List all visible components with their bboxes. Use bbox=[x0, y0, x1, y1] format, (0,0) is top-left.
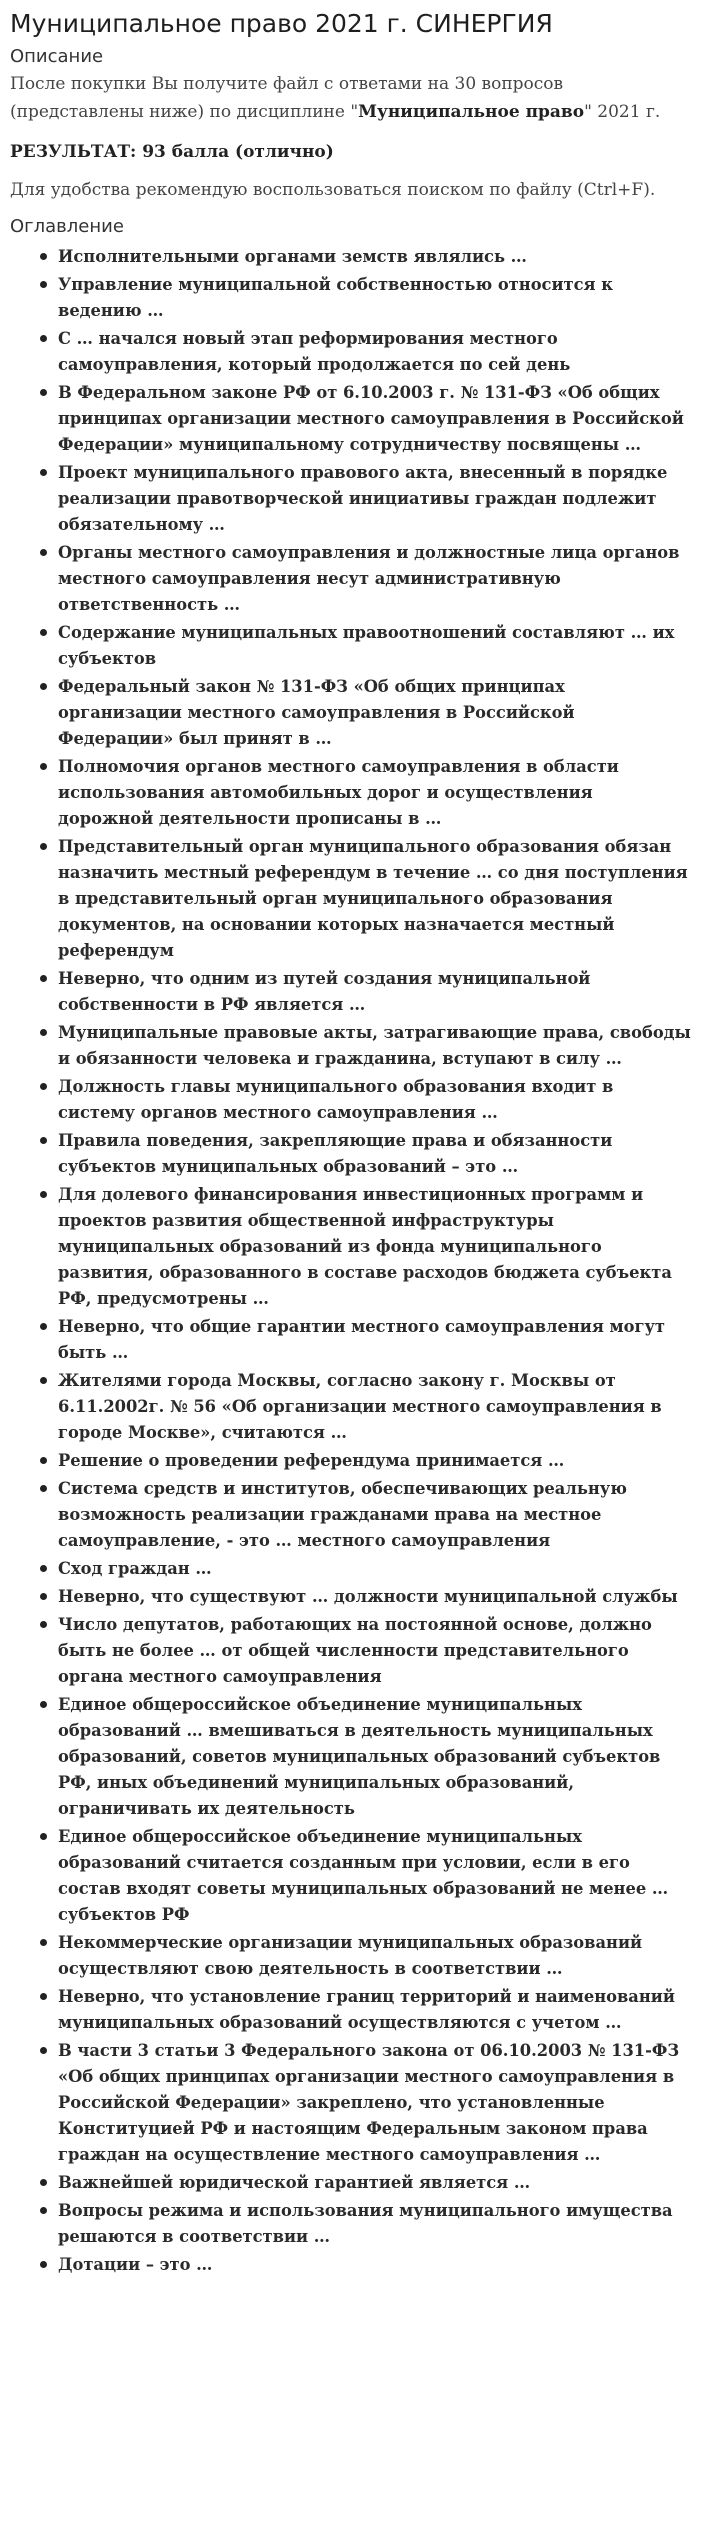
description-text bbox=[10, 70, 691, 126]
toc-item: Правила поведения, закрепляющие права и обязанности субъектов муниципальных образований – это … bbox=[50, 1128, 691, 1180]
description-subject: Муниципальное право bbox=[358, 102, 585, 122]
description-part1: После покупки Вы получите файл с ответами на 30 вопросов (представлены ниже) по дисциплине " bbox=[10, 74, 564, 122]
toc-label: Оглавление bbox=[10, 216, 124, 237]
toc-item: Содержание муниципальных правоотношений составляют … их субъектов bbox=[50, 620, 691, 672]
toc-item: Федеральный закон № 131-ФЗ «Об общих принципах организации местного самоуправления в Российской Федерации» был принят в … bbox=[50, 674, 691, 752]
toc-item: Управление муниципальной собственностью относится к ведению … bbox=[50, 272, 691, 324]
toc-item: Полномочия органов местного самоуправления в области использования автомобильных дорог и осуществления дорожной деятельности прописаны в … bbox=[50, 754, 691, 832]
toc-item: Система средств и институтов, обеспечивающих реальную возможность реализации гражданами права на местное самоуправление, - это … местного самоуправления bbox=[50, 1476, 691, 1554]
result-score: РЕЗУЛЬТАТ: 93 балла (отлично) bbox=[10, 142, 334, 162]
toc-list bbox=[10, 244, 691, 2278]
description-label: Описание bbox=[10, 46, 104, 67]
toc-item: Вопросы режима и использования муниципального имущества решаются в соответствии … bbox=[50, 2198, 691, 2250]
toc-item: Проект муниципального правового акта, внесенный в порядке реализации правотворческой инициативы граждан подлежит обязательному … bbox=[50, 460, 691, 538]
toc-item: Неверно, что общие гарантии местного самоуправления могут быть … bbox=[50, 1314, 691, 1366]
toc-item: Должность главы муниципального образования входит в систему органов местного самоуправления … bbox=[50, 1074, 691, 1126]
toc-item: Единое общероссийское объединение муниципальных образований … вмешиваться в деятельность муниципальных образований, советов муниципальных образований субъектов РФ, иных объединений муниципальных образований, ограничивать их деятельность bbox=[50, 1692, 691, 1822]
toc-item: Сход граждан … bbox=[50, 1556, 691, 1582]
toc-item: Исполнительными органами земств являлись … bbox=[50, 244, 691, 270]
toc-item: Число депутатов, работающих на постоянной основе, должно быть не более … от общей численности представительного органа местного самоуправления bbox=[50, 1612, 691, 1690]
toc-item: Жителями города Москвы, согласно закону г. Москвы от 6.11.2002г. № 56 «Об организации местного самоуправления в городе Москве», считаются … bbox=[50, 1368, 691, 1446]
page-title: Муниципальное право 2021 г. СИНЕРГИЯ bbox=[10, 9, 553, 38]
toc-item: Дотации – это … bbox=[50, 2252, 691, 2278]
toc-item: Неверно, что одним из путей создания муниципальной собственности в РФ является … bbox=[50, 966, 691, 1018]
toc-item: В Федеральном законе РФ от 6.10.2003 г. № 131-ФЗ «Об общих принципах организации местного самоуправления в Российской Федерации» муниципальному сотрудничеству посвящены … bbox=[50, 380, 691, 458]
toc-item: Важнейшей юридической гарантией является … bbox=[50, 2170, 691, 2196]
toc-item: С … начался новый этап реформирования местного самоуправления, который продолжается по сей день bbox=[50, 326, 691, 378]
toc-item: Некоммерческие организации муниципальных образований осуществляют свою деятельность в соответствии … bbox=[50, 1930, 691, 1982]
search-hint: Для удобства рекомендую воспользоваться поиском по файлу (Ctrl+F). bbox=[10, 180, 656, 200]
toc-item: Органы местного самоуправления и должностные лица органов местного самоуправления несут административную ответственность … bbox=[50, 540, 691, 618]
toc-item: Для долевого финансирования инвестиционных программ и проектов развития общественной инфраструктуры муниципальных образований из фонда муниципального развития, образованного в составе расходов бюджета субъекта РФ, предусмотрены … bbox=[50, 1182, 691, 1312]
toc-item: Неверно, что установление границ территорий и наименований муниципальных образований осуществляются с учетом … bbox=[50, 1984, 691, 2036]
toc-item: Единое общероссийское объединение муниципальных образований считается созданным при условии, если в его состав входят советы муниципальных образований не менее … субъектов РФ bbox=[50, 1824, 691, 1928]
toc-item: Представительный орган муниципального образования обязан назначить местный референдум в течение … со дня поступления в представительный орган муниципального образования документов, на основании которых назначается местный референдум bbox=[50, 834, 691, 964]
description-part2: " 2021 г. bbox=[584, 102, 661, 122]
toc-item: Решение о проведении референдума принимается … bbox=[50, 1448, 691, 1474]
toc-item: Муниципальные правовые акты, затрагивающие права, свободы и обязанности человека и гражданина, вступают в силу … bbox=[50, 1020, 691, 1072]
toc-item: В части 3 статьи 3 Федерального закона от 06.10.2003 № 131-ФЗ «Об общих принципах организации местного самоуправления в Российской Федерации» закреплено, что установленные Конституцией РФ и настоящим Федеральным законом права граждан на осуществление местного самоуправления … bbox=[50, 2038, 691, 2168]
toc-item: Неверно, что существуют … должности муниципальной службы bbox=[50, 1584, 691, 1610]
